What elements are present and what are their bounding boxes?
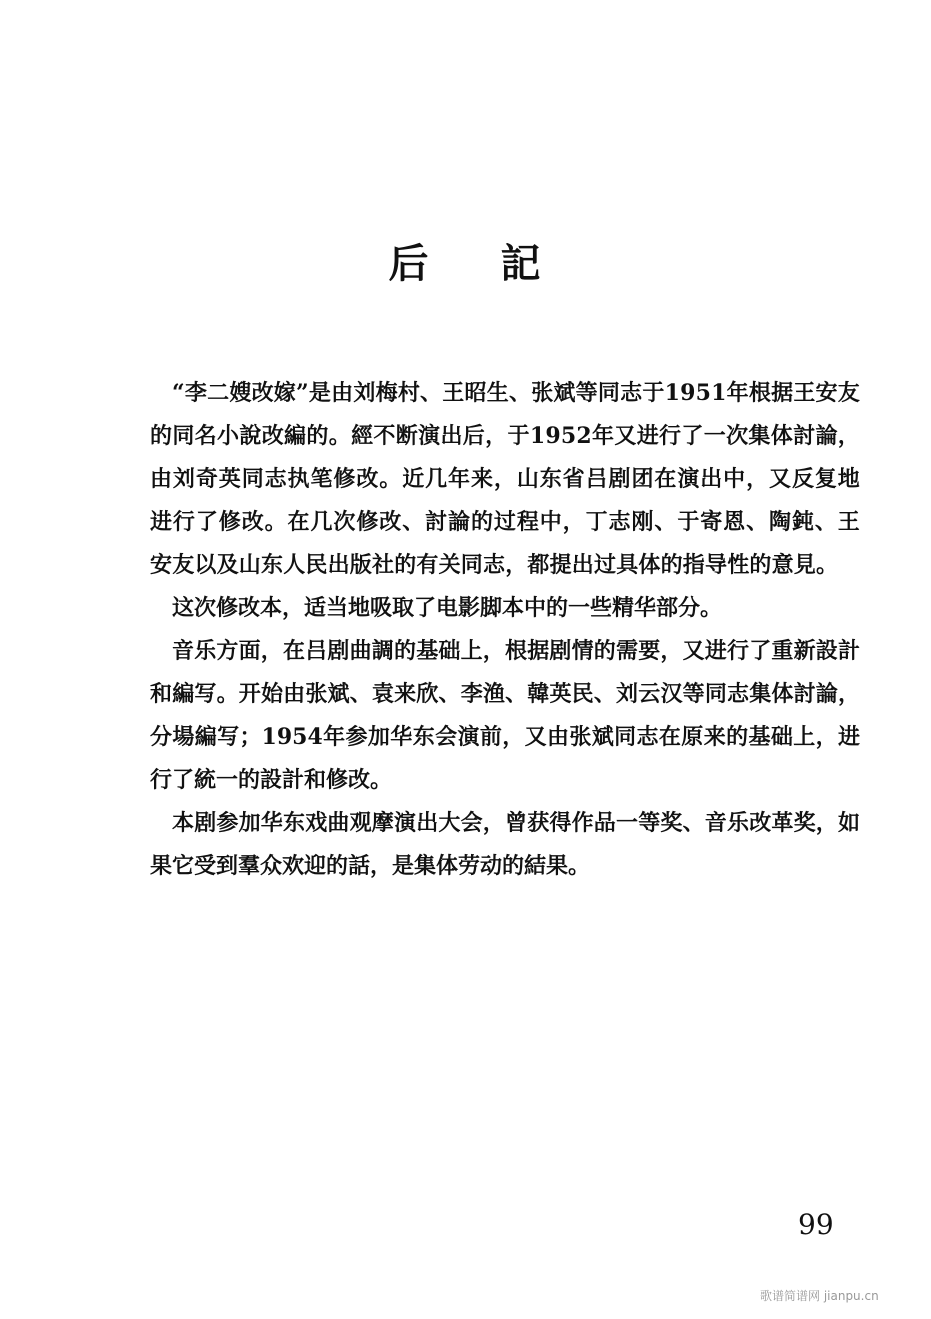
page-title — [0, 238, 931, 290]
title-char-1: 后 — [388, 240, 431, 287]
title-char-2: 記 — [500, 240, 543, 287]
watermark-text: 歌谱简谱网 jianpu.cn — [760, 1289, 879, 1303]
paragraph-1: “李二嫂改嫁”是由刘梅村、王昭生、张斌等同志于1951年根据王安友的同名小說改編的。經不断演出后，于1952年又进行了一次集体討論，由刘奇英同志执笔修改。近几年来，山东省吕剧团在演出中，又反复地进行了修改。在几次修改、討論的过程中，丁志刚、于寄恩、陶鈍、王安友以及山东人民出版社的有关同志，都提出过具体的指导性的意見。 — [150, 380, 860, 578]
paragraph-4: 本剧参加华东戏曲观摩演出大会，曾获得作品一等奖、音乐改革奖，如果它受到羣众欢迎的話，是集体劳动的結果。 — [150, 810, 860, 879]
paragraph-2: 这次修改本，适当地吸取了电影脚本中的一些精华部分。 — [172, 595, 723, 621]
afterword-body — [150, 372, 860, 888]
paragraph-3: 音乐方面，在吕剧曲調的基础上，根据剧情的需要，又进行了重新設計和編写。开始由张斌、袁来欣、李渔、韓英民、刘云汉等同志集体討論，分場編写；1954年参加华东会演前，又由张斌同志在原来的基础上，进行了統一的設計和修改。 — [150, 638, 860, 793]
page-number: 99 — [798, 1208, 834, 1241]
